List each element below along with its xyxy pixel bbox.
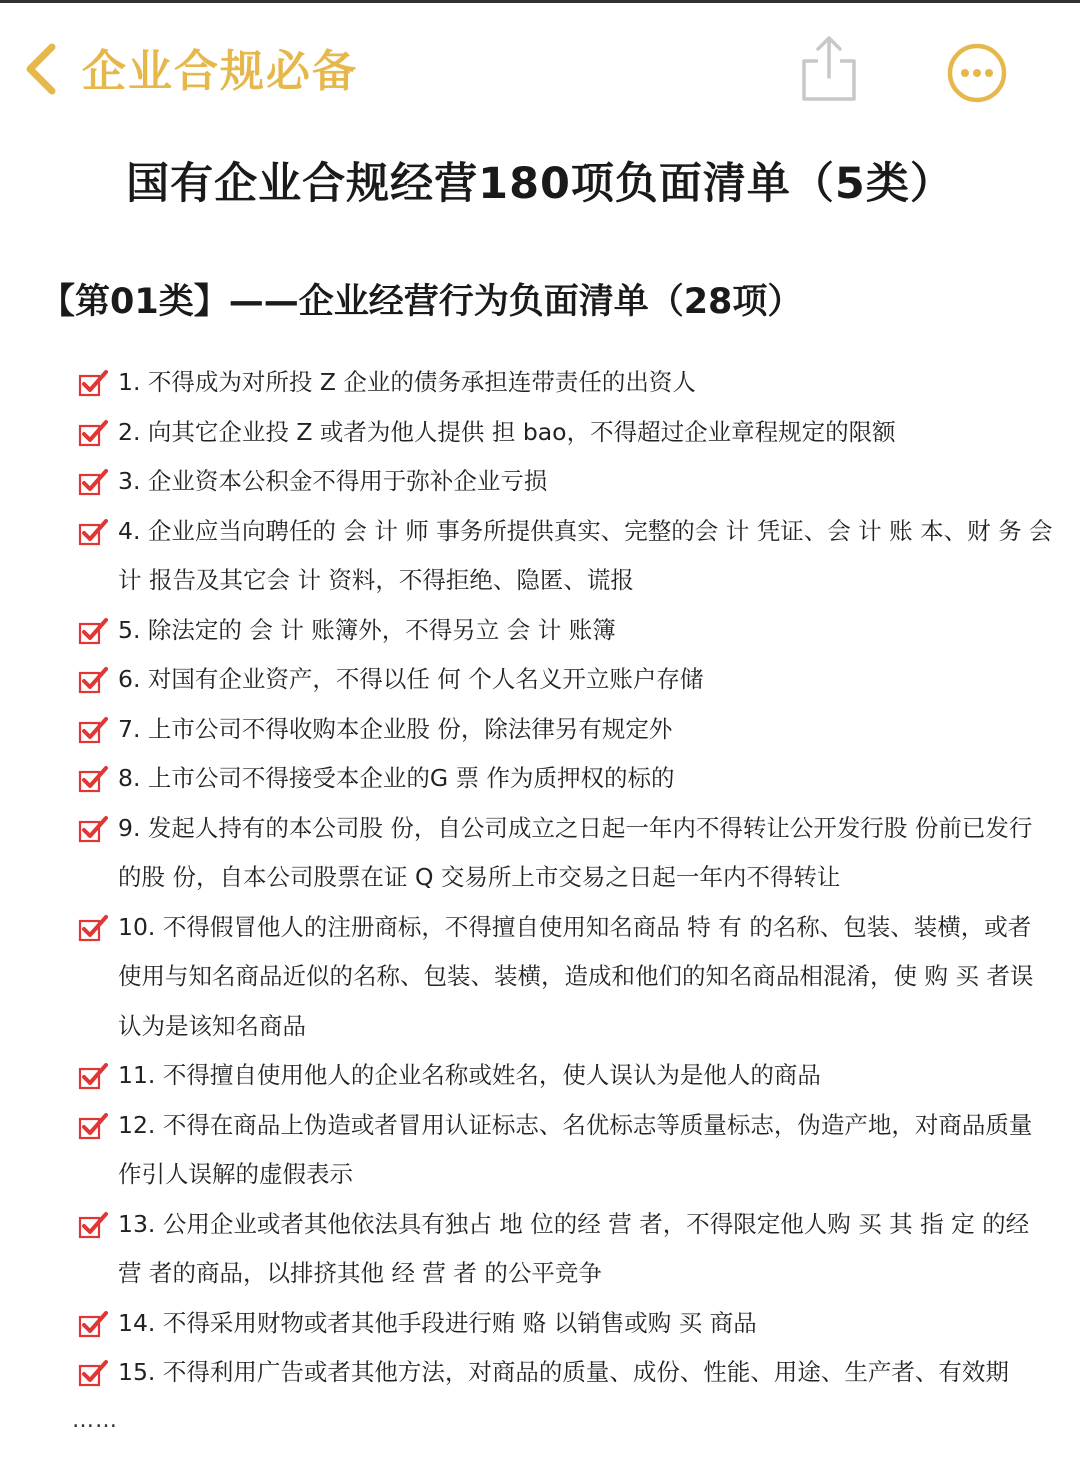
- share-button[interactable]: [800, 33, 858, 103]
- list-item-text: 7. 上市公司不得收购本企业股 份，除法律另有规定外: [118, 714, 673, 743]
- checklist: [78, 358, 1053, 1398]
- list-item-text: 11. 不得擅自使用他人的企业名称或姓名，使人误认为是他人的商品: [118, 1061, 821, 1089]
- continuation-ellipsis: ……: [72, 1408, 118, 1433]
- list-item: [78, 1348, 1053, 1398]
- list-item-text: 2. 向其它企业投 Z 或者为他人提供 担 bao，不得超过企业章程规定的限额: [118, 417, 896, 446]
- list-item: [78, 1051, 1053, 1101]
- checkbox-checked-icon: [78, 1211, 108, 1239]
- checkbox-checked-icon: [78, 369, 108, 397]
- list-item-text: 14. 不得采用财物或者其他手段进行贿 赂 以销售或购 买 商品: [118, 1308, 757, 1337]
- list-item-text: 6. 对国有企业资产，不得以任 何 个人名义开立账户存储: [118, 665, 704, 693]
- list-item: [78, 705, 1053, 755]
- list-item: [78, 804, 1053, 903]
- section-title: 【第01类】——企业经营行为负面清单（28项）: [40, 282, 803, 322]
- checkbox-checked-icon: [78, 1062, 108, 1090]
- list-item: [78, 358, 1053, 408]
- list-item: [78, 507, 1053, 606]
- list-item-text: 1. 不得成为对所投 Z 企业的债务承担连带责任的出资人: [118, 368, 696, 396]
- list-item-text: 15. 不得利用广告或者其他方法，对商品的质量、成份、性能、用途、生产者、有效期: [118, 1358, 1009, 1386]
- list-item: [78, 903, 1053, 1052]
- checkbox-checked-icon: [78, 419, 108, 447]
- nav-title: 企业合规必备: [82, 46, 358, 97]
- list-item: [78, 1101, 1053, 1200]
- back-button[interactable]: [18, 39, 68, 99]
- checkbox-checked-icon: [78, 518, 108, 546]
- chevron-left-icon: [18, 39, 68, 99]
- list-item-text: 13. 公用企业或者其他依法具有独占 地 位的经 营 者，不得限定他人购 买 其 指 定 的经 营 者的商品，以排挤其他 经 营 者 的公平竞争: [118, 1209, 1030, 1287]
- checkbox-checked-icon: [78, 468, 108, 496]
- list-item: [78, 606, 1053, 656]
- checkbox-checked-icon: [78, 1359, 108, 1387]
- list-item-text: 4. 企业应当向聘任的 会 计 师 事务所提供真实、完整的会 计 凭证、会 计 账 本、财 务 会 计 报告及其它会 计 资料，不得拒绝、隐匿、谎报: [118, 516, 1053, 594]
- list-item: [78, 457, 1053, 507]
- list-item: [78, 655, 1053, 705]
- list-item: [78, 408, 1053, 458]
- list-item: [78, 1299, 1053, 1349]
- share-icon: [800, 33, 858, 103]
- checkbox-checked-icon: [78, 815, 108, 843]
- list-item-text: 9. 发起人持有的本公司股 份，自公司成立之日起一年内不得转让公开发行股 份前已发行的股 份，自本公司股票在证 Q 交易所上市交易之日起一年内不得转让: [118, 813, 1033, 891]
- more-icon: [946, 42, 1008, 104]
- list-item-text: 5. 除法定的 会 计 账簿外，不得另立 会 计 账簿: [118, 615, 616, 644]
- list-item-text: 12. 不得在商品上伪造或者冒用认证标志、名优标志等质量标志，伪造产地，对商品质量作引人误解的虚假表示: [118, 1110, 1033, 1188]
- checkbox-checked-icon: [78, 914, 108, 942]
- navigation-bar: [0, 3, 1080, 123]
- checkbox-checked-icon: [78, 716, 108, 744]
- more-options-button[interactable]: [946, 42, 1008, 104]
- list-item: [78, 1200, 1053, 1299]
- list-item-text: 10. 不得假冒他人的注册商标，不得擅自使用知名商品 特 有 的名称、包装、装横，或者使用与知名商品近似的名称、包装、装横，造成和他们的知名商品相混淆，使 购 买 者误认为是该知名商品: [118, 912, 1034, 1040]
- list-item: [78, 754, 1053, 804]
- list-item-text: 3. 企业资本公积金不得用于弥补企业亏损: [118, 467, 548, 495]
- checkbox-checked-icon: [78, 1112, 108, 1140]
- list-item-text: 8. 上市公司不得接受本企业的G 票 作为质押权的标的: [118, 764, 675, 792]
- checkbox-checked-icon: [78, 666, 108, 694]
- checkbox-checked-icon: [78, 1310, 108, 1338]
- document-title: 国有企业合规经营180项负面清单（5类）: [126, 159, 954, 209]
- checkbox-checked-icon: [78, 765, 108, 793]
- checkbox-checked-icon: [78, 617, 108, 645]
